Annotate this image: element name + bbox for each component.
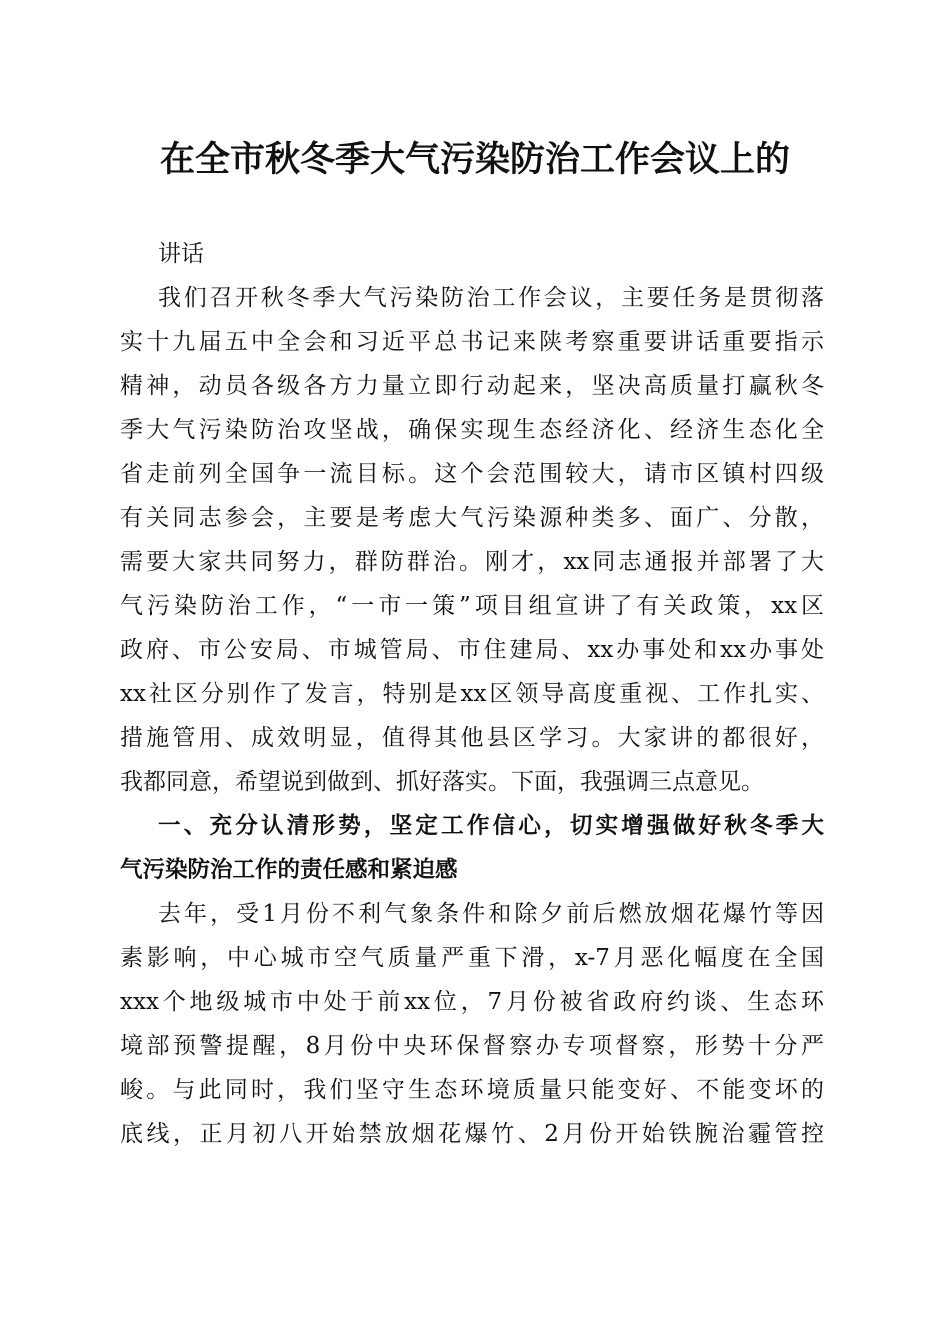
paragraph-line: xx社区分别作了发言，特别是xx区领导高度重视、工作扎实、 [120, 681, 824, 707]
paragraph-line: 素影响，中心城市空气质量严重下滑，x-7月恶化幅度在全国 [120, 945, 824, 971]
paragraph-line: 需要大家共同努力，群防群治。刚才，xx同志通报并部署了大 [120, 549, 824, 575]
document-title: 在全市秋冬季大气污染防治工作会议上的 [159, 140, 790, 180]
paragraph-line: 精神，动员各级各方力量立即行动起来，坚决高质量打赢秋冬 [120, 373, 824, 399]
paragraph-line: 去年，受1月份不利气象条件和除夕前后燃放烟花爆竹等因 [158, 901, 824, 927]
paragraph-line: 政府、市公安局、市城管局、市住建局、xx办事处和xx办事处 [120, 637, 824, 663]
paragraph-line: 有关同志参会，主要是考虑大气污染源种类多、面广、分散， [120, 505, 824, 531]
section-heading: 气污染防治工作的责任感和紧迫感 [120, 857, 458, 883]
paragraph-line: 我都同意，希望说到做到、抓好落实。下面，我强调三点意见。 [120, 769, 764, 795]
paragraph-line: 季大气污染防治攻坚战，确保实现生态经济化、经济生态化全 [120, 417, 824, 443]
section-heading: 一、充分认清形势，坚定工作信心，切实增强做好秋冬季大 [158, 813, 824, 839]
paragraph-line: xxx个地级城市中处于前xx位，7月份被省政府约谈、生态环 [120, 989, 824, 1015]
paragraph-line: 措施管用、成效明显，值得其他县区学习。大家讲的都很好， [120, 725, 824, 751]
paragraph-line: 气污染防治工作，“一市一策”项目组宣讲了有关政策，xx区 [120, 593, 824, 619]
document-subtitle: 讲话 [158, 241, 204, 267]
paragraph-line: 峻。与此同时，我们坚守生态环境质量只能变好、不能变坏的 [120, 1077, 824, 1103]
paragraph-line: 实十九届五中全会和习近平总书记来陕考察重要讲话重要指示 [120, 329, 824, 355]
paragraph-line: 境部预警提醒，8月份中央环保督察办专项督察，形势十分严 [120, 1033, 824, 1059]
paragraph-line: 底线，正月初八开始禁放烟花爆竹、2月份开始铁腕治霾管控 [120, 1121, 824, 1147]
paragraph-line: 我们召开秋冬季大气污染防治工作会议，主要任务是贯彻落 [158, 285, 824, 311]
paragraph-line: 省走前列全国争一流目标。这个会范围较大，请市区镇村四级 [120, 461, 824, 487]
